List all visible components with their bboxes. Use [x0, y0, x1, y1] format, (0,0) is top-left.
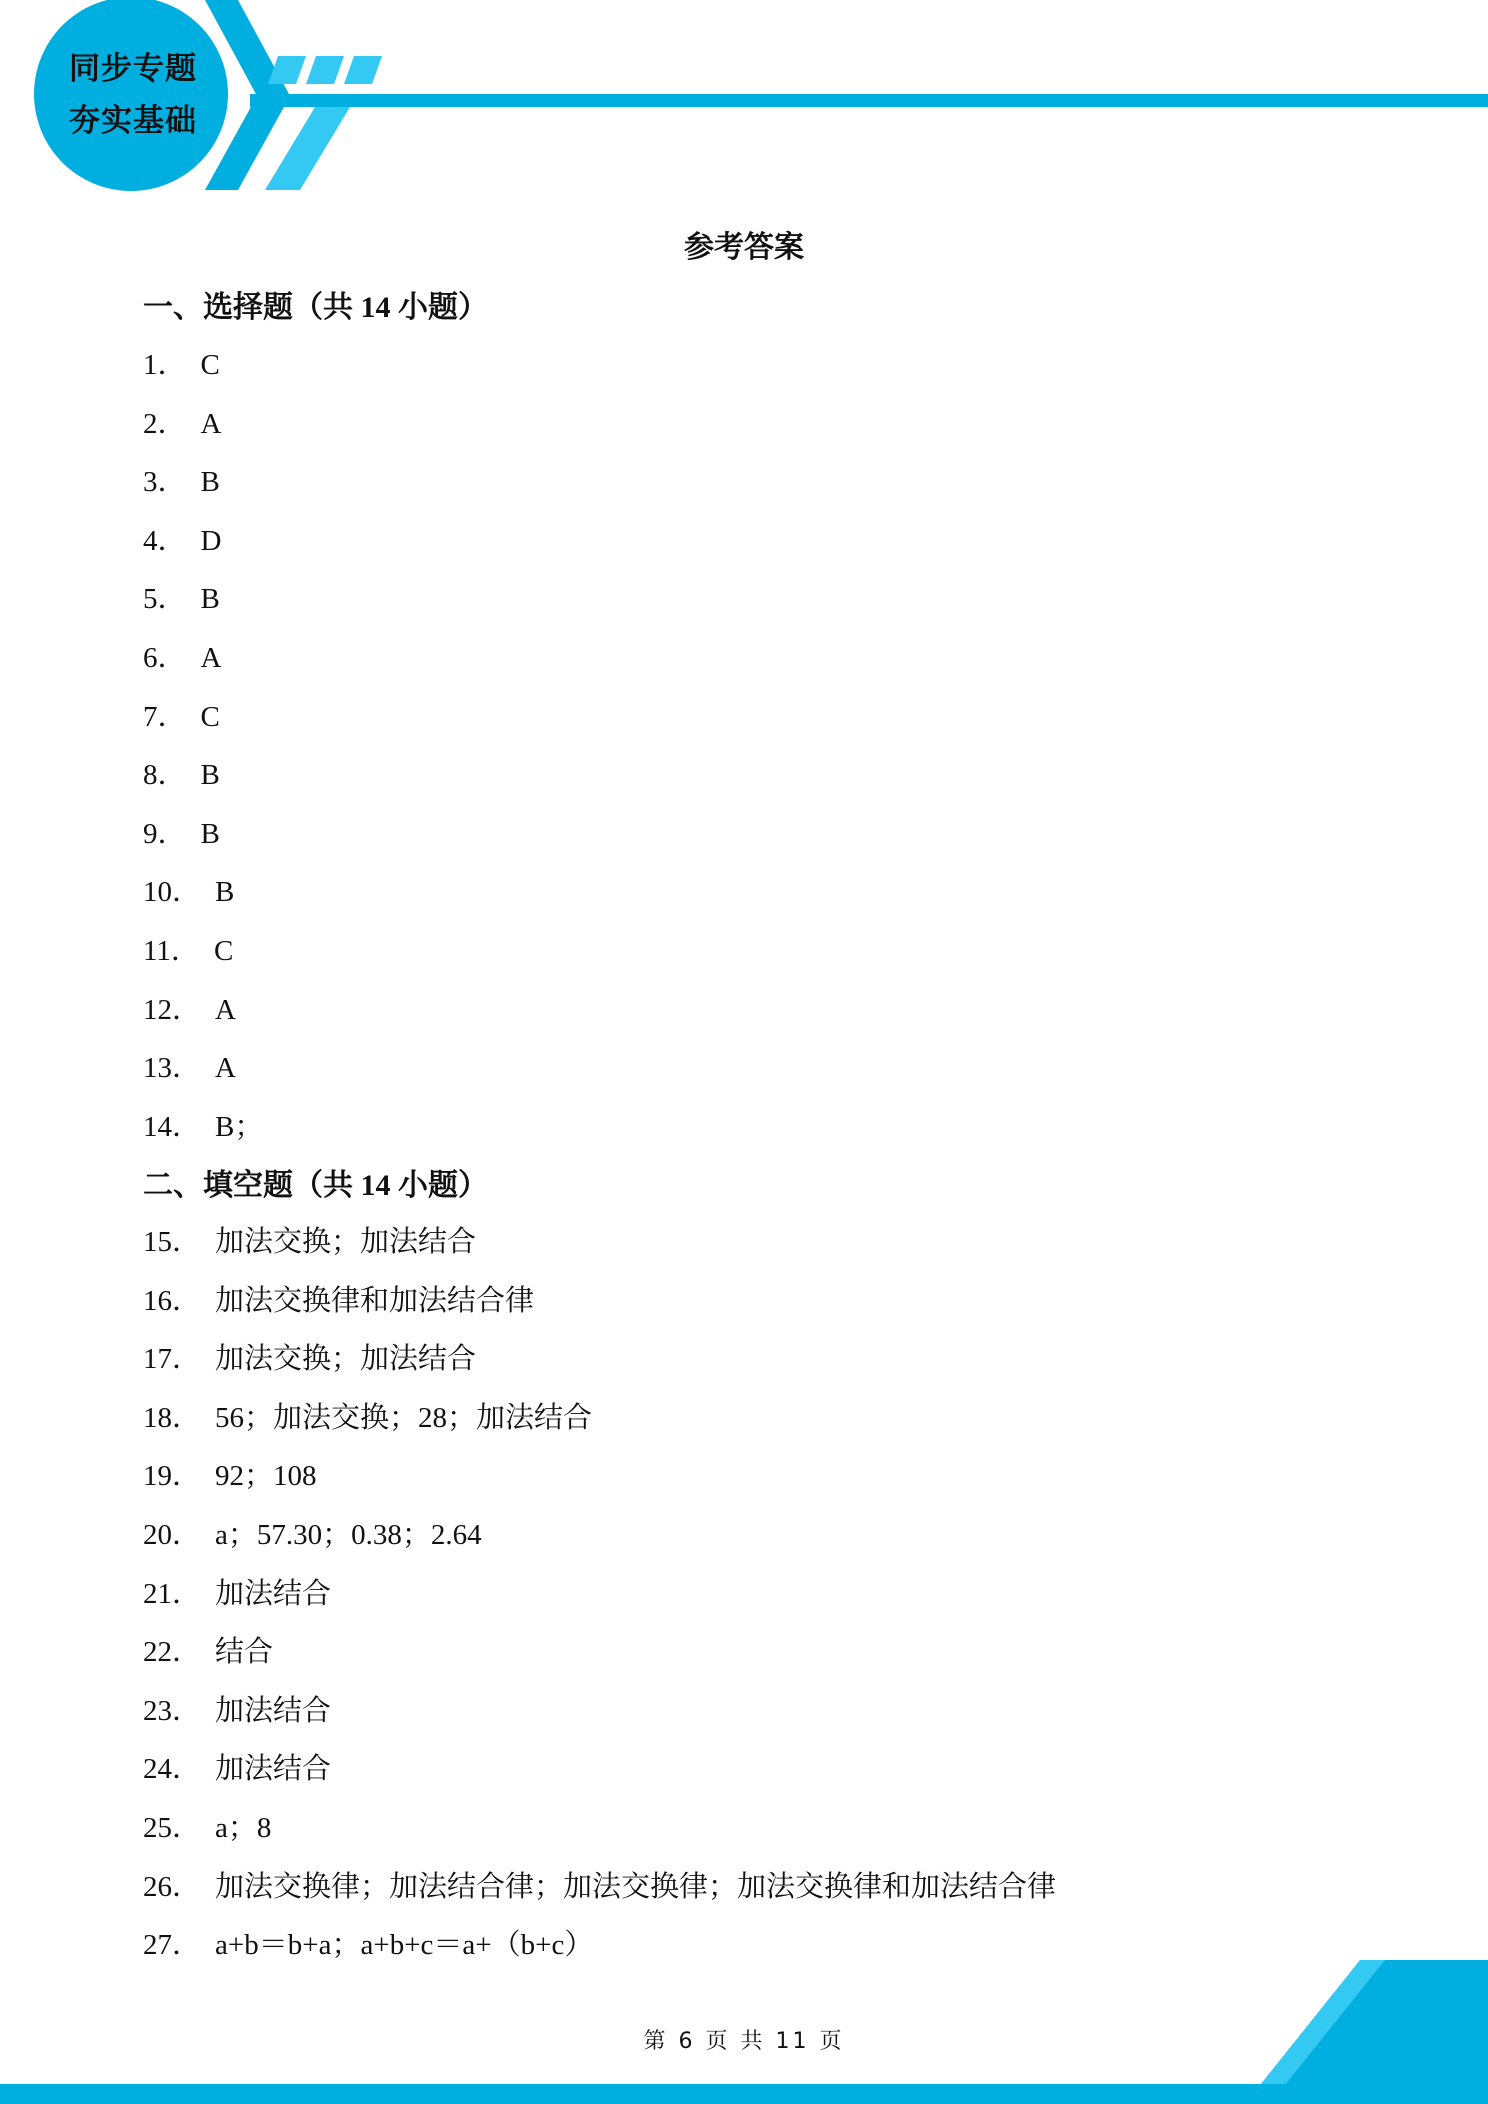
answer-number: 18．: [143, 1401, 202, 1434]
answer-text: A: [215, 1052, 236, 1085]
answer-text: A: [200, 407, 222, 440]
section-heading-choice: 一、选择题（共 14 小题）: [143, 291, 488, 324]
answer-number: 9．: [143, 817, 187, 850]
answer-text: C: [200, 349, 220, 381]
answer-text: C: [200, 700, 220, 733]
answer-text: B: [200, 817, 220, 850]
answer-number: 2．: [143, 407, 187, 440]
answer-number: 14．: [143, 1110, 202, 1143]
answer-item: [143, 1219, 476, 1260]
answer-text: 结合: [215, 1636, 274, 1669]
answer-number: 26．: [143, 1870, 202, 1903]
answer-text: 92；108: [215, 1460, 317, 1493]
header-badge: [36, 0, 230, 190]
answer-number: 6．: [143, 642, 187, 674]
answer-text: 加法结合: [215, 1753, 332, 1786]
answer-item: [143, 1805, 271, 1846]
page-title: 参考答案: [684, 231, 804, 264]
answer-item: [143, 1629, 273, 1670]
answer-number: 15．: [143, 1226, 202, 1258]
answer-text: B: [200, 466, 220, 499]
answer-text: 加法交换律和加法结合律: [215, 1284, 535, 1317]
answer-item: [143, 518, 221, 559]
answer-item: [143, 694, 220, 735]
answer-number: 20．: [143, 1519, 202, 1551]
answer-item: [143, 1512, 482, 1553]
answer-text: B: [200, 759, 220, 792]
answer-item: [143, 459, 220, 500]
answer-number: 25．: [143, 1812, 202, 1844]
answer-number: 23．: [143, 1694, 202, 1727]
answer-text: B: [200, 583, 220, 616]
answer-text: 加法交换；加法结合: [215, 1226, 477, 1258]
answer-number: 21．: [143, 1577, 202, 1610]
answer-text: 加法结合: [215, 1577, 332, 1610]
answer-text: a；8: [215, 1812, 272, 1844]
answer-item: [143, 1278, 534, 1319]
answer-text: B；: [215, 1110, 264, 1143]
answer-item: [143, 1571, 331, 1612]
answer-item: [143, 1395, 592, 1436]
answer-number: 16．: [143, 1284, 202, 1317]
answer-text: C: [213, 935, 234, 967]
answer-item: [143, 1864, 1056, 1905]
answer-text: 加法结合: [215, 1694, 332, 1727]
answer-item: [143, 752, 220, 793]
answer-number: 11．: [143, 935, 200, 967]
answer-number: 5．: [143, 583, 187, 616]
answer-text: 加法交换律；加法结合律；加法交换律；加法交换律和加法结合律: [215, 1870, 1057, 1903]
answer-text: A: [215, 993, 236, 1026]
answer-item: [143, 1746, 331, 1787]
answer-item: [143, 987, 236, 1028]
answer-item: [143, 576, 220, 617]
answer-number: 10．: [143, 876, 202, 909]
answer-item: [143, 1453, 317, 1494]
answer-text: a+b＝b+a；a+b+c＝a+（b+c）: [215, 1929, 594, 1962]
answer-text: 加法交换；加法结合: [215, 1343, 477, 1376]
answer-number: 22．: [143, 1636, 202, 1669]
answer-text: 56；加法交换；28；加法结合: [215, 1401, 593, 1434]
answer-number: 1．: [143, 349, 187, 381]
answer-text: D: [200, 524, 222, 557]
page-header: [0, 0, 1488, 200]
answer-item: [143, 1104, 263, 1145]
answer-number: 24．: [143, 1753, 202, 1786]
answer-number: 17．: [143, 1343, 202, 1376]
badge-line-2: 夯实基础: [69, 103, 197, 139]
answer-text: A: [200, 642, 222, 674]
answer-item: [143, 1045, 236, 1086]
answer-item: [143, 928, 233, 969]
answer-text: B: [215, 876, 235, 909]
answer-number: 3．: [143, 466, 187, 499]
answer-number: 12．: [143, 993, 202, 1026]
answer-number: 13．: [143, 1052, 202, 1085]
answer-number: 8．: [143, 759, 187, 792]
answer-item: [143, 401, 221, 442]
answer-item: [143, 811, 220, 852]
answer-text: a；57.30；0.38；2.64: [215, 1519, 482, 1551]
answer-number: 4．: [143, 524, 187, 557]
answer-item: [143, 1688, 331, 1729]
answer-number: 27．: [143, 1929, 202, 1962]
page-number: 第 6 页 共 11 页: [643, 2029, 845, 2054]
answer-item: [143, 342, 220, 383]
section-heading-fill: 二、填空题（共 14 小题）: [143, 1169, 488, 1202]
answer-number: 19．: [143, 1460, 202, 1493]
badge-line-1: 同步专题: [69, 51, 197, 87]
answer-number: 7．: [143, 700, 187, 733]
answer-item: [143, 1336, 476, 1377]
answer-item: [143, 869, 234, 910]
answer-item: [143, 635, 221, 676]
